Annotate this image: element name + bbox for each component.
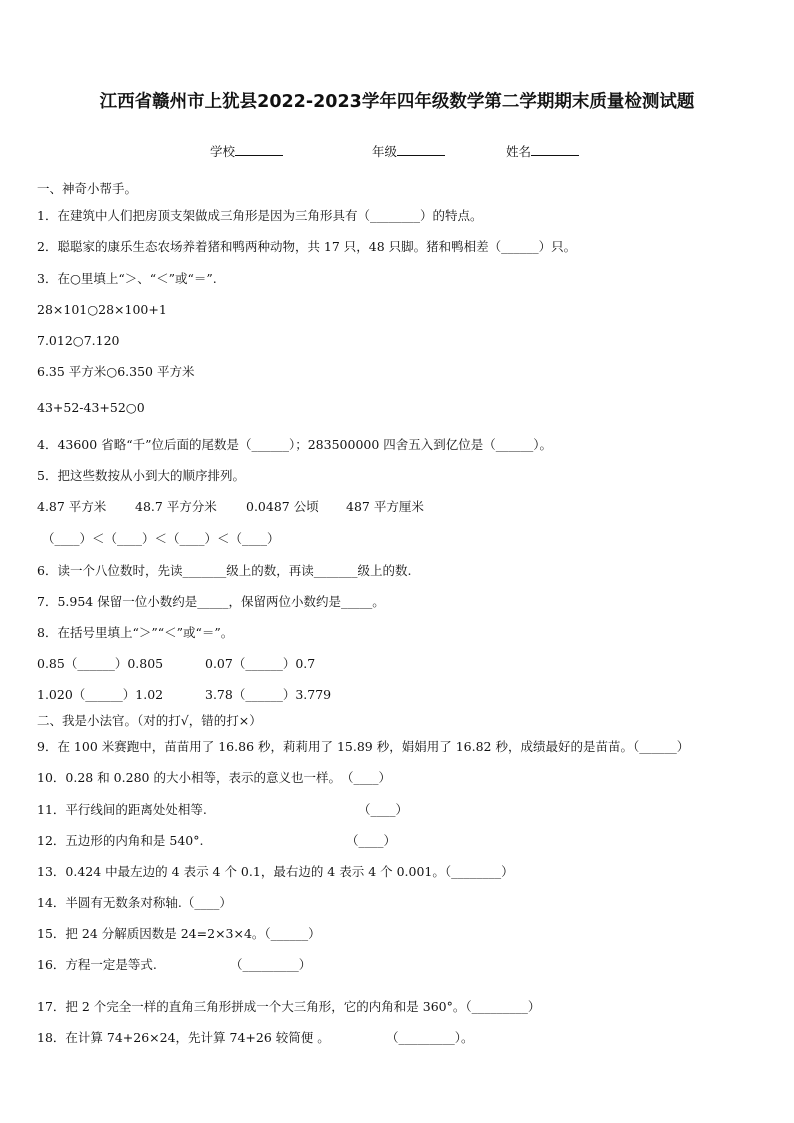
q8-item-4: 3.78（______）3.779 — [205, 687, 332, 702]
grade-field — [372, 142, 445, 160]
q12-answer-blank: （____） — [346, 833, 397, 848]
question-12: 12．五边形的内角和是 540°. — [37, 833, 204, 848]
question-3a: 28×101○28×100+1 — [37, 302, 167, 317]
q8-item-2: 0.07（______）0.7 — [205, 656, 316, 671]
question-14: 14．半圆有无数条对称轴.（____） — [37, 895, 232, 910]
page-title: 江西省赣州市上犹县2022-2023学年四年级数学第二学期期末质量检测试题 — [99, 92, 695, 112]
q5-item-4: 487 平方厘米 — [346, 499, 424, 514]
q5-item-2: 48.7 平方分米 — [135, 499, 217, 514]
school-blank[interactable] — [235, 143, 283, 156]
question-15: 15．把 24 分解质因数是 24=2×3×4。（______） — [37, 926, 321, 941]
q5-item-3: 0.0487 公顷 — [246, 499, 319, 514]
section-1-heading: 一、神奇小帮手。 — [37, 181, 138, 196]
question-9: 9．在 100 米赛跑中，苗苗用了 16.86 秒，莉莉用了 15.89 秒，娟娟用了 16.82 秒，成绩最好的是苗苗。（______） — [37, 739, 690, 754]
question-5: 5．把这些数按从小到大的顺序排列。 — [37, 468, 245, 483]
grade-label: 年级 — [372, 144, 398, 159]
question-13: 13．0.424 中最左边的 4 表示 4 个 0.1，最右边的 4 表示 4 个 0.001。（________） — [37, 864, 514, 879]
name-field — [506, 142, 579, 160]
question-17: 17．把 2 个完全一样的直角三角形拼成一个大三角形，它的内角和是 360°。（_________） — [37, 999, 541, 1014]
section-2-heading: 二、我是小法官。（对的打√，错的打×） — [37, 713, 262, 728]
question-10: 10．0.28 和 0.280 的大小相等，表示的意义也一样。 （____） — [37, 770, 391, 785]
question-1: 1．在建筑中人们把房顶支架做成三角形是因为三角形具有（________）的特点。 — [37, 208, 483, 223]
question-2: 2．聪聪家的康乐生态农场养着猪和鸭两种动物，共 17 只，48 只脚。猪和鸭相差（______）只。 — [37, 239, 577, 254]
q11-answer-blank: （____） — [358, 802, 409, 817]
question-11: 11．平行线间的距离处处相等. — [37, 802, 207, 817]
question-3b: 7.012○7.120 — [37, 333, 120, 348]
q5-item-1: 4.87 平方米 — [37, 499, 107, 514]
question-18: 18．在计算 74+26×24，先计算 74+26 较简便 。 — [37, 1030, 330, 1045]
school-field — [210, 142, 283, 160]
name-blank[interactable] — [531, 143, 579, 156]
question-8: 8．在括号里填上“＞”“＜”或“＝”。 — [37, 625, 234, 640]
school-label: 学校 — [210, 144, 236, 159]
question-6: 6．读一个八位数时，先读_______级上的数，再读_______级上的数. — [37, 563, 412, 578]
question-3d: 43+52-43+52○0 — [37, 400, 145, 415]
grade-blank[interactable] — [397, 143, 445, 156]
question-4: 4．43600 省略“千”位后面的尾数是（______）；283500000 四舍五入到亿位是（______）。 — [37, 437, 553, 452]
q5-order-blanks: （____）＜（____）＜（____）＜（____） — [42, 531, 280, 546]
q18-answer-blank: （_________）。 — [386, 1030, 474, 1045]
question-16: 16．方程一定是等式. — [37, 957, 157, 972]
name-label: 姓名 — [506, 144, 532, 159]
question-3: 3．在○里填上“＞、“＜”或“＝”. — [37, 271, 217, 286]
q8-item-3: 1.020（______）1.02 — [37, 687, 164, 702]
q16-answer-blank: （_________） — [230, 957, 312, 972]
question-7: 7．5.954 保留一位小数约是_____，保留两位小数约是_____。 — [37, 594, 385, 609]
q8-item-1: 0.85（______）0.805 — [37, 656, 164, 671]
question-3c: 6.35 平方米○6.350 平方米 — [37, 364, 195, 379]
